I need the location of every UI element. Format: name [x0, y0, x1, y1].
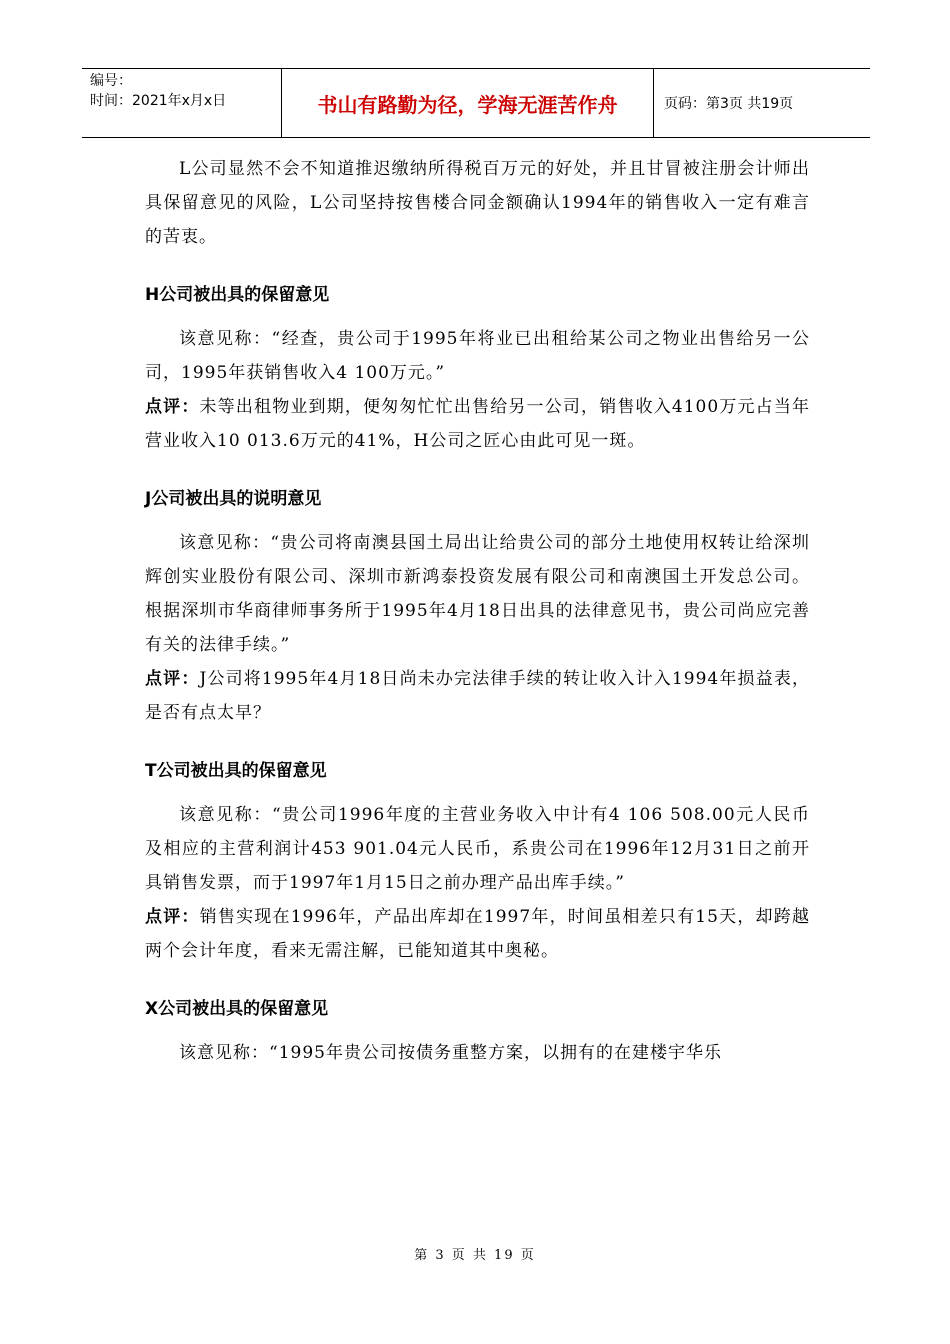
section-heading-t: T公司被出具的保留意见 — [145, 761, 327, 781]
paragraph-t-comment — [145, 900, 810, 968]
comment-text: 未等出租物业到期，便匆匆忙忙出售给另一公司，销售收入4100万元占当年营业收入10 013.6万元的41%，H公司之匠心由此可见一斑。 — [145, 397, 811, 451]
comment-text: J公司将1995年4月18日尚未办完法律手续的转让收入计入1994年损益表，是否有点太早？ — [145, 669, 811, 723]
paragraph-t-opinion: 该意见称：“贵公司1996年度的主营业务收入中计有4 106 508.00元人民币及相应的主营利润计453 901.04元人民币，系贵公司在1996年12月31日之前开具销售发票，而于1997年1月15日之前办理产品出库手续。” — [145, 805, 810, 893]
paragraph-j-opinion: 该意见称：“贵公司将南澳县国土局出让给贵公司的部分土地使用权转让给深圳辉创实业股份有限公司、深圳市新鸿泰投资发展有限公司和南澳国土开发总公司。根据深圳市华商律师事务所于1995年4月18日出具的法律意见书，贵公司尚应完善有关的法律手续。” — [145, 533, 810, 655]
paragraph-j-comment — [145, 662, 810, 730]
comment-label: 点评： — [145, 397, 200, 417]
page-footer: 第 3 页 共 19 页 — [414, 1248, 536, 1263]
comment-label: 点评： — [145, 907, 200, 927]
section-heading-j: J公司被出具的说明意见 — [145, 489, 322, 509]
paragraph-h-comment — [145, 390, 810, 458]
paragraph-l-company: L公司显然不会不知道推迟缴纳所得税百万元的好处，并且甘冒被注册会计师出具保留意见的风险，L公司坚持按售楼合同金额确认1994年的销售收入一定有难言的苦衷。 — [145, 159, 810, 247]
document-body — [145, 152, 810, 1070]
section-heading-x: X公司被出具的保留意见 — [145, 999, 329, 1019]
paragraph-h-opinion: 该意见称：“经查，贵公司于1995年将业已出租给某公司之物业出售给另一公司，1995年获销售收入4 100万元。” — [145, 329, 810, 383]
header-page-info: 页码：第3页 共19页 — [664, 96, 794, 112]
page-header — [82, 68, 870, 138]
comment-label: 点评： — [145, 669, 200, 689]
section-heading-h: H公司被出具的保留意见 — [145, 285, 330, 305]
header-motto: 书山有路勤为径，学海无涯苦作舟 — [282, 69, 654, 137]
header-meta — [82, 69, 282, 137]
document-number-label: 编号： — [90, 73, 132, 89]
document-date: 时间：2021年x月x日 — [90, 93, 227, 109]
paragraph-x-opinion: 该意见称：“1995年贵公司按债务重整方案，以拥有的在建楼宇华乐 — [179, 1043, 722, 1063]
comment-text: 销售实现在1996年，产品出库却在1997年，时间虽相差只有15天，却跨越两个会计年度，看来无需注解，已能知道其中奥秘。 — [145, 907, 810, 961]
